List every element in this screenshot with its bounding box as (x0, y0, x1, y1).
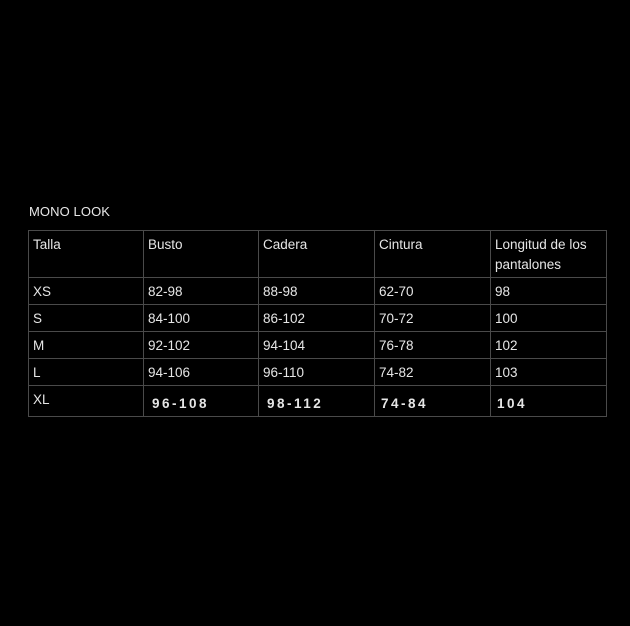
cell-talla: L (29, 359, 144, 386)
header-cadera: Cadera (259, 231, 375, 278)
cell-longitud: 104 (491, 386, 607, 417)
cell-cintura: 70-72 (375, 305, 491, 332)
cell-cadera: 96-110 (259, 359, 375, 386)
cell-longitud: 102 (491, 332, 607, 359)
cell-busto: 84-100 (144, 305, 259, 332)
table-row (29, 332, 607, 359)
cell-cintura: 74-84 (375, 386, 491, 417)
cell-talla: XS (29, 278, 144, 305)
cell-cintura: 74-82 (375, 359, 491, 386)
cell-cintura: 76-78 (375, 332, 491, 359)
cell-talla: M (29, 332, 144, 359)
table-header-row (29, 231, 607, 278)
size-chart-table (28, 230, 607, 417)
cell-longitud: 98 (491, 278, 607, 305)
cell-talla: XL (29, 386, 144, 417)
cell-longitud: 100 (491, 305, 607, 332)
cell-busto: 82-98 (144, 278, 259, 305)
table-row (29, 386, 607, 417)
cell-busto: 94-106 (144, 359, 259, 386)
cell-busto: 92-102 (144, 332, 259, 359)
table-row (29, 359, 607, 386)
table-title: MONO LOOK (29, 204, 111, 219)
header-cintura: Cintura (375, 231, 491, 278)
cell-cadera: 94-104 (259, 332, 375, 359)
cell-talla: S (29, 305, 144, 332)
cell-cadera: 86-102 (259, 305, 375, 332)
table-row (29, 305, 607, 332)
table-row (29, 278, 607, 305)
cell-longitud: 103 (491, 359, 607, 386)
cell-cadera: 88-98 (259, 278, 375, 305)
header-longitud: Longitud de los pantalones (491, 231, 607, 278)
header-talla: Talla (29, 231, 144, 278)
cell-busto: 96-108 (144, 386, 259, 417)
header-busto: Busto (144, 231, 259, 278)
cell-cadera: 98-112 (259, 386, 375, 417)
cell-cintura: 62-70 (375, 278, 491, 305)
